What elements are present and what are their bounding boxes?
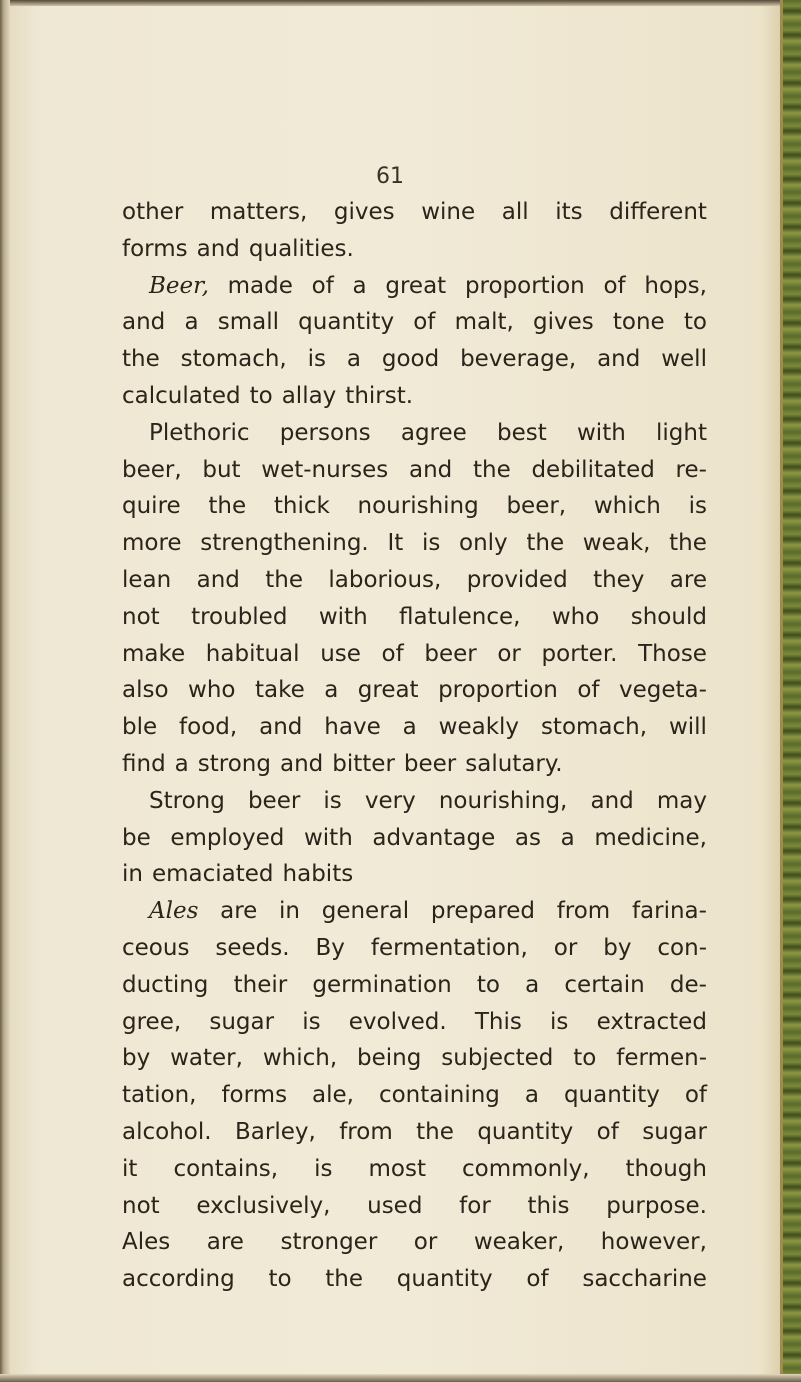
word: gives [532, 309, 594, 336]
word: emaciated [151, 861, 274, 888]
word: used [367, 1192, 423, 1219]
word: to [268, 1266, 292, 1293]
word: beer [247, 787, 301, 814]
word: are [220, 898, 258, 925]
word: well [661, 346, 707, 373]
text-line [122, 1040, 707, 1077]
word: water, [170, 1045, 243, 1072]
word: quantity [298, 309, 395, 336]
word: they [593, 566, 645, 593]
word: a [525, 971, 540, 998]
word: tation, [122, 1082, 197, 1109]
word: a [524, 1082, 539, 1109]
text-line [122, 1114, 707, 1151]
word: with [577, 419, 626, 446]
text-line [122, 304, 707, 341]
word: their [233, 971, 288, 998]
text-line [122, 1261, 707, 1298]
word: quantity [563, 1082, 660, 1109]
word: strong [197, 750, 271, 777]
word: ale, [312, 1082, 354, 1109]
word: con- [657, 934, 707, 961]
word: thick [273, 493, 330, 520]
word: be [122, 824, 151, 851]
word: provided [466, 566, 568, 593]
word: quantity [477, 1118, 574, 1145]
italic-term: Ales [149, 898, 199, 925]
word: of [413, 309, 436, 336]
word: for [459, 1192, 491, 1219]
word: this [527, 1192, 570, 1219]
text-line [122, 967, 707, 1004]
word: however, [600, 1229, 707, 1256]
word: beer, [122, 456, 182, 483]
word: tone [612, 309, 665, 336]
word: habitual [205, 640, 300, 667]
word: prepared [430, 898, 535, 925]
word: small [217, 309, 279, 336]
word: the [325, 1266, 364, 1293]
word: stronger [280, 1229, 378, 1256]
word: weak, [582, 530, 651, 557]
word: qualities. [248, 235, 354, 262]
word: to [476, 971, 500, 998]
word: food, [179, 714, 238, 741]
word: a [402, 714, 417, 741]
word: of [381, 640, 404, 667]
word: allay [281, 382, 337, 409]
word: gives [333, 199, 395, 225]
text-line [122, 452, 707, 489]
word: fermentation, [370, 934, 528, 961]
word: may [656, 787, 707, 814]
italic-term: Beer, [149, 272, 209, 299]
word: take [254, 677, 305, 704]
word: which, [262, 1045, 338, 1072]
word: troubled [191, 603, 288, 630]
text-line [122, 488, 707, 525]
word: thirst. [345, 382, 414, 409]
word: wine [421, 199, 476, 225]
word: the [416, 1118, 454, 1145]
word: salutary. [465, 750, 563, 777]
word: most [368, 1155, 426, 1182]
word: which [593, 493, 661, 520]
text-line [122, 746, 707, 783]
word: hops, [644, 272, 707, 299]
word: persons [279, 419, 371, 446]
word: weakly [438, 714, 520, 741]
word: it [122, 1155, 138, 1182]
word: the [122, 346, 160, 373]
word: debilitated [531, 456, 655, 483]
word: Barley, [234, 1118, 316, 1145]
word: certain [564, 971, 645, 998]
word: proportion [464, 272, 585, 299]
word: a [352, 272, 367, 299]
word: being [357, 1045, 422, 1072]
word: is [302, 1008, 321, 1035]
word: the [669, 530, 707, 557]
word: with [303, 824, 353, 851]
word: only [459, 530, 508, 557]
word: fermen- [616, 1045, 707, 1072]
page-number: 61 [376, 164, 404, 189]
word: will [668, 714, 707, 741]
text-line [122, 709, 707, 746]
word: beer [424, 640, 477, 667]
text-line [122, 1224, 707, 1261]
text-line [122, 1077, 707, 1114]
word: not [122, 603, 160, 630]
text-line [122, 1004, 707, 1041]
page-bottom-edge [0, 1374, 801, 1382]
word: though [625, 1155, 707, 1182]
word: best [497, 419, 547, 446]
word: to [249, 382, 273, 409]
page-top-edge [0, 0, 801, 6]
word: medicine, [594, 824, 707, 851]
text-line [122, 672, 707, 709]
word: nourishing, [438, 787, 568, 814]
word: very [364, 787, 416, 814]
word: is [421, 530, 441, 557]
word: alcohol. [122, 1118, 212, 1145]
text-line [122, 194, 707, 231]
text-line [122, 599, 707, 636]
word: all [501, 199, 529, 225]
word: gree, [122, 1008, 182, 1035]
word: weaker, [473, 1229, 565, 1256]
word: ducting [122, 971, 209, 998]
word: and [590, 787, 634, 814]
word: in [279, 898, 300, 925]
word: have [324, 714, 381, 741]
word: beverage, [460, 346, 577, 373]
word: the [472, 456, 511, 483]
word: stomach, [540, 714, 648, 741]
word: Ales [122, 1229, 171, 1256]
word: use [320, 640, 361, 667]
word: from [339, 1118, 393, 1145]
word: re- [675, 456, 707, 483]
word: a [560, 824, 575, 851]
word: but [202, 456, 241, 483]
word: by [122, 1045, 151, 1072]
word: from [556, 898, 611, 925]
word: evolved. [348, 1008, 447, 1035]
word: subjected [441, 1045, 554, 1072]
word: a [324, 677, 339, 704]
word: nourishing [357, 493, 479, 520]
word: malt, [454, 309, 514, 336]
body-text [122, 194, 707, 1298]
word: is [314, 1155, 333, 1182]
word: light [656, 419, 707, 446]
word: general [321, 898, 410, 925]
word: and [279, 750, 324, 777]
word: is [307, 346, 326, 373]
text-line [122, 930, 707, 967]
word: find [122, 750, 166, 777]
word: quire [122, 493, 181, 520]
word: the [265, 566, 303, 593]
word: ble [122, 714, 158, 741]
word: who [188, 677, 236, 704]
word: contains, [173, 1155, 279, 1182]
word: are [669, 566, 707, 593]
word: make [122, 640, 186, 667]
word: beer, [506, 493, 567, 520]
word: agree [400, 419, 467, 446]
word: to [683, 309, 707, 336]
word: This [474, 1008, 522, 1035]
word: also [122, 677, 169, 704]
text-line [122, 341, 707, 378]
word: de- [669, 971, 707, 998]
word: matters, [209, 199, 308, 225]
word: of [596, 1118, 619, 1145]
text-line [122, 525, 707, 562]
word: of [684, 1082, 707, 1109]
word: forms [221, 1082, 288, 1109]
word: By [315, 934, 345, 961]
page-left-edge [0, 0, 10, 1382]
text-line [122, 378, 707, 415]
word: employed [170, 824, 285, 851]
word: and [597, 346, 641, 373]
word: vegeta- [618, 677, 707, 704]
word: exclusively, [196, 1192, 331, 1219]
text-line [122, 562, 707, 599]
text-line [122, 893, 707, 930]
word: should [630, 603, 707, 630]
text-line [122, 415, 707, 452]
word: a [184, 309, 199, 336]
text-line [122, 231, 707, 268]
word: in [122, 861, 143, 888]
word: Those [638, 640, 707, 667]
word: Plethoric [149, 419, 250, 446]
text-line [122, 820, 707, 857]
book-binding [780, 0, 801, 1382]
word: extracted [596, 1008, 707, 1035]
word: made [227, 272, 293, 299]
word: proportion [438, 677, 558, 704]
word: to [573, 1045, 597, 1072]
word: the [526, 530, 565, 557]
text-line [122, 856, 707, 893]
word: according [122, 1266, 235, 1293]
word: not [122, 1192, 160, 1219]
text-line [122, 783, 707, 820]
word: farina- [631, 898, 707, 925]
word: of [311, 272, 334, 299]
word: laborious, [328, 566, 442, 593]
word: flatulence, [399, 603, 521, 630]
word: It [387, 530, 404, 557]
word: a [174, 750, 189, 777]
word: bitter [332, 750, 395, 777]
word: beer [403, 750, 457, 777]
word: great [385, 272, 447, 299]
word: or [553, 934, 578, 961]
word: containing [378, 1082, 500, 1109]
word: forms [122, 235, 188, 262]
word: habits [282, 861, 354, 888]
word: a [346, 346, 361, 373]
word: of [577, 677, 600, 704]
word: sugar [209, 1008, 275, 1035]
word: different [609, 199, 707, 225]
word: germination [312, 971, 452, 998]
word: strengthening. [200, 530, 369, 557]
word: with [318, 603, 368, 630]
word: Strong [149, 787, 225, 814]
word: and [196, 566, 240, 593]
word: stomach, [180, 346, 287, 373]
word: or [497, 640, 521, 667]
word: calculated [122, 382, 241, 409]
text-line [122, 268, 707, 305]
word: and [196, 235, 240, 262]
word: ceous [122, 934, 190, 961]
word: advantage [372, 824, 496, 851]
word: more [122, 530, 182, 557]
word: is [323, 787, 342, 814]
word: porter. [541, 640, 618, 667]
word: is [550, 1008, 569, 1035]
word: its [555, 199, 583, 225]
text-line [122, 1188, 707, 1225]
word: lean [122, 566, 172, 593]
word: of [603, 272, 626, 299]
word: by [603, 934, 632, 961]
word: and [259, 714, 303, 741]
word: as [514, 824, 541, 851]
word: sugar [642, 1118, 707, 1145]
word: and [122, 309, 166, 336]
word: saccharine [582, 1266, 707, 1293]
word: who [551, 603, 600, 630]
word: the [208, 493, 247, 520]
word: commonly, [462, 1155, 590, 1182]
word: good [381, 346, 440, 373]
word: is [688, 493, 707, 520]
word: and [409, 456, 453, 483]
word: or [413, 1229, 438, 1256]
word: great [357, 677, 419, 704]
word: are [206, 1229, 244, 1256]
text-line [122, 1151, 707, 1188]
word: other [122, 199, 184, 225]
word: quantity [396, 1266, 493, 1293]
word: seeds. [215, 934, 290, 961]
text-line [122, 636, 707, 673]
word: purpose. [606, 1192, 707, 1219]
word: of [526, 1266, 549, 1293]
word: wet-nurses [261, 456, 389, 483]
